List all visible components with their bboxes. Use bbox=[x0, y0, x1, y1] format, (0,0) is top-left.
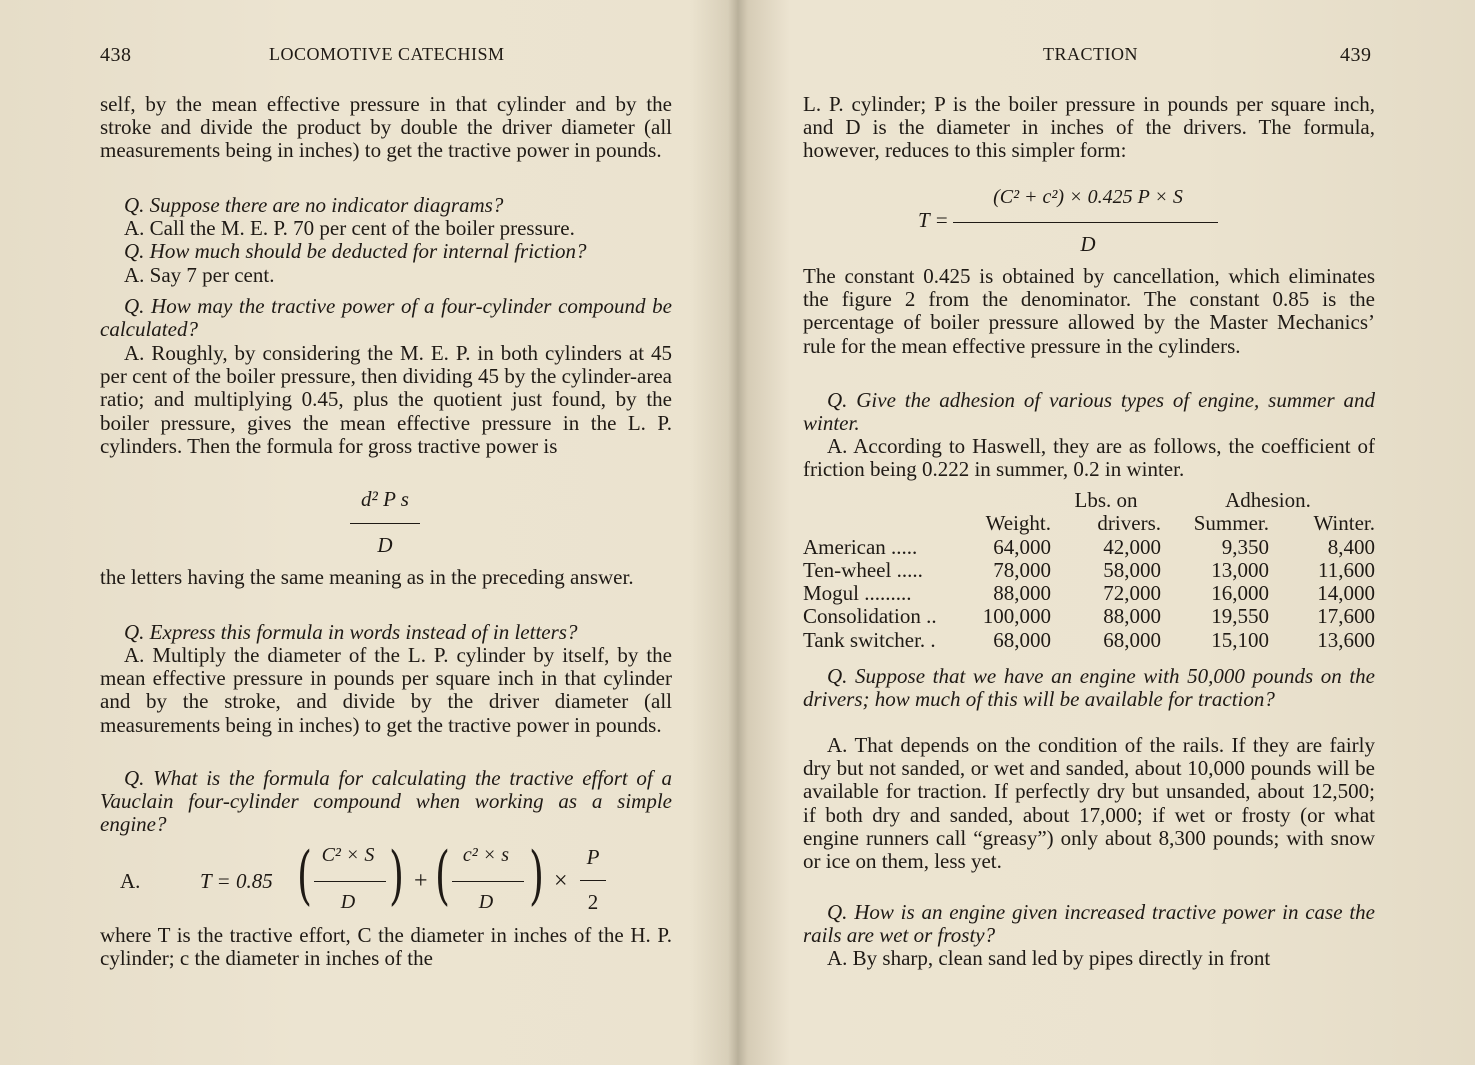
formula-numerator: P bbox=[586, 845, 600, 869]
fraction-bar bbox=[580, 880, 606, 881]
table-cell: 17,600 bbox=[1317, 604, 1375, 629]
table-header-cell bbox=[803, 512, 975, 535]
table-cell: 16,000 bbox=[1211, 581, 1269, 606]
answer: A. By sharp, clean sand led by pipes directly in front bbox=[827, 946, 1271, 970]
adhesion-table bbox=[803, 489, 1375, 652]
table-cell: 19,550 bbox=[1211, 604, 1269, 629]
question: Q. How may the tractive power of a four-cylinder compound be calculated? bbox=[100, 294, 672, 342]
table-header-cell bbox=[803, 489, 975, 512]
table-row bbox=[803, 629, 1375, 652]
fraction-bar bbox=[953, 222, 1218, 223]
table-header-row bbox=[803, 489, 1375, 512]
right-paren: ) bbox=[528, 839, 544, 913]
formula-lhs: T = 0.85 bbox=[200, 869, 273, 893]
table-cell: 72,000 bbox=[1103, 581, 1161, 606]
answer: A. Call the M. E. P. 70 per cent of the boiler pressure. bbox=[124, 216, 575, 240]
formula-denominator: D bbox=[377, 533, 393, 557]
table-row bbox=[803, 582, 1375, 605]
table-cell: 68,000 bbox=[1103, 627, 1161, 652]
table-cell: Consolidation .. bbox=[803, 604, 937, 629]
plus-sign: + bbox=[414, 868, 428, 894]
paragraph: L. P. cylinder; P is the boiler pressure in pounds per square inch, and D is the diameter in inches of the drivers. The formula, however, reduces to this simpler form: bbox=[803, 92, 1375, 163]
table-cell: Mogul ......... bbox=[803, 581, 912, 606]
running-head: LOCOMOTIVE CATECHISM bbox=[269, 44, 505, 64]
formula-lhs: T = bbox=[918, 208, 949, 232]
formula-denominator: 2 bbox=[587, 890, 599, 914]
page-number: 438 bbox=[100, 44, 132, 66]
question: Q. How much should be deducted for internal friction? bbox=[124, 239, 587, 263]
table-header-cell: Weight. bbox=[985, 511, 1051, 536]
table-cell: 88,000 bbox=[993, 581, 1051, 606]
table-cell: 64,000 bbox=[993, 534, 1051, 559]
paragraph: The constant 0.425 is obtained by cancellation, which eliminates the figure 2 from the denominator. The constant 0.85 is the percentage of boiler pressure allowed by the Master Mechanics’ rule for the mean effective pressure in the cylinders. bbox=[803, 264, 1375, 358]
formula-numerator: d² P s bbox=[361, 487, 409, 511]
formula-denominator: D bbox=[478, 891, 494, 913]
fraction-bar bbox=[452, 881, 524, 882]
table-row bbox=[803, 605, 1375, 628]
table-header-cell bbox=[975, 489, 1051, 512]
table-cell: 9,350 bbox=[1221, 534, 1269, 559]
table-cell: 13,600 bbox=[1317, 627, 1375, 652]
answer: A. According to Haswell, they are as follows, the coefficient of friction being 0.222 in summer, 0.2 in winter. bbox=[803, 434, 1375, 482]
table-header-cell: drivers. bbox=[1097, 511, 1161, 536]
paragraph: where T is the tractive effort, C the diameter in inches of the H. P. cylinder; c the diameter in inches of the bbox=[100, 923, 672, 971]
table-cell: Tank switcher. . bbox=[803, 627, 936, 652]
times-sign: × bbox=[554, 868, 568, 894]
table-cell: 14,000 bbox=[1317, 581, 1375, 606]
table-row bbox=[803, 536, 1375, 559]
question: Q. Give the adhesion of various types of engine, summer and winter. bbox=[803, 388, 1375, 436]
table-header-cell: Adhesion. bbox=[1225, 488, 1311, 512]
table-row bbox=[803, 559, 1375, 582]
table-header-row bbox=[803, 512, 1375, 535]
answer: A. Say 7 per cent. bbox=[124, 263, 275, 287]
running-head: TRACTION bbox=[1043, 44, 1138, 64]
formula-numerator: (C² + c²) × 0.425 P × S bbox=[993, 186, 1183, 208]
table-cell: 100,000 bbox=[982, 604, 1051, 629]
answer: A. Multiply the diameter of the L. P. cylinder by itself, by the mean effective pressure in pounds per square inch in that cylinder and by the stroke, and divide by the driver diameter (all measurements being in inches) to get the tractive power in pounds. bbox=[100, 643, 672, 737]
question: Q. Suppose there are no indicator diagrams? bbox=[124, 193, 504, 217]
question: Q. How is an engine given increased tractive power in case the rails are wet or frosty? bbox=[803, 900, 1375, 948]
formula-numerator: c² × s bbox=[462, 844, 510, 866]
fraction-bar bbox=[314, 881, 386, 882]
table-cell: American ..... bbox=[803, 534, 918, 559]
fraction-bar bbox=[350, 523, 420, 524]
right-paren: ) bbox=[388, 839, 404, 913]
table-cell: 88,000 bbox=[1103, 604, 1161, 629]
table-cell: 13,000 bbox=[1211, 557, 1269, 582]
question: Q. What is the formula for calculating the tractive effort of a Vauclain four-cylinder compound when working as a simple engine? bbox=[100, 766, 672, 837]
table-header-cell: Summer. bbox=[1193, 511, 1269, 536]
table-cell: Ten-wheel ..... bbox=[803, 557, 923, 582]
left-paren: ( bbox=[434, 839, 450, 913]
table-header-cell: Winter. bbox=[1313, 511, 1375, 536]
paragraph: the letters having the same meaning as in the preceding answer. bbox=[100, 565, 634, 589]
table-cell: 58,000 bbox=[1103, 557, 1161, 582]
question: Q. Suppose that we have an engine with 50,000 pounds on the drivers; how much of this will be available for traction? bbox=[803, 664, 1375, 712]
paragraph: self, by the mean effective pressure in that cylinder and by the stroke and divide the product by double the driver diameter (all measurements being in inches) to get the tractive power in pounds. bbox=[100, 92, 672, 163]
table-cell: 68,000 bbox=[993, 627, 1051, 652]
question: Q. Express this formula in words instead of in letters? bbox=[124, 620, 578, 644]
formula-numerator: C² × S bbox=[321, 844, 375, 866]
answer: A. That depends on the condition of the rails. If they are fairly dry but not sanded, or wet and sanded, about 10,000 pounds will be available for traction. If perfectly dry but unsanded, about 12,500; if both dry and sanded, about 17,000; if wet or frosty (or what engine runners call “greasy”) only about 8,300 pounds; with snow or ice on them, less yet. bbox=[803, 733, 1375, 874]
table-header-cell: Lbs. on bbox=[1074, 488, 1138, 512]
answer-label: A. bbox=[120, 869, 141, 893]
page-number: 439 bbox=[1340, 44, 1372, 66]
right-page bbox=[803, 0, 1375, 1065]
left-paren: ( bbox=[296, 839, 312, 913]
formula-denominator: D bbox=[1080, 232, 1096, 256]
table-cell: 42,000 bbox=[1103, 534, 1161, 559]
answer: A. Roughly, by considering the M. E. P. in both cylinders at 45 per cent of the boiler pressure, then dividing 45 by the cylinder-area ratio; and multiplying 0.45, plus the quotient just found, by the boiler pressure, gives the mean effective pressure in the L. P. cylinders. Then the formula for gross tractive power is bbox=[100, 341, 672, 458]
table-cell: 15,100 bbox=[1211, 627, 1269, 652]
formula-denominator: D bbox=[340, 891, 356, 913]
table-cell: 11,600 bbox=[1318, 557, 1375, 582]
left-page bbox=[100, 0, 672, 1065]
table-cell: 78,000 bbox=[993, 557, 1051, 582]
table-cell: 8,400 bbox=[1327, 534, 1375, 559]
